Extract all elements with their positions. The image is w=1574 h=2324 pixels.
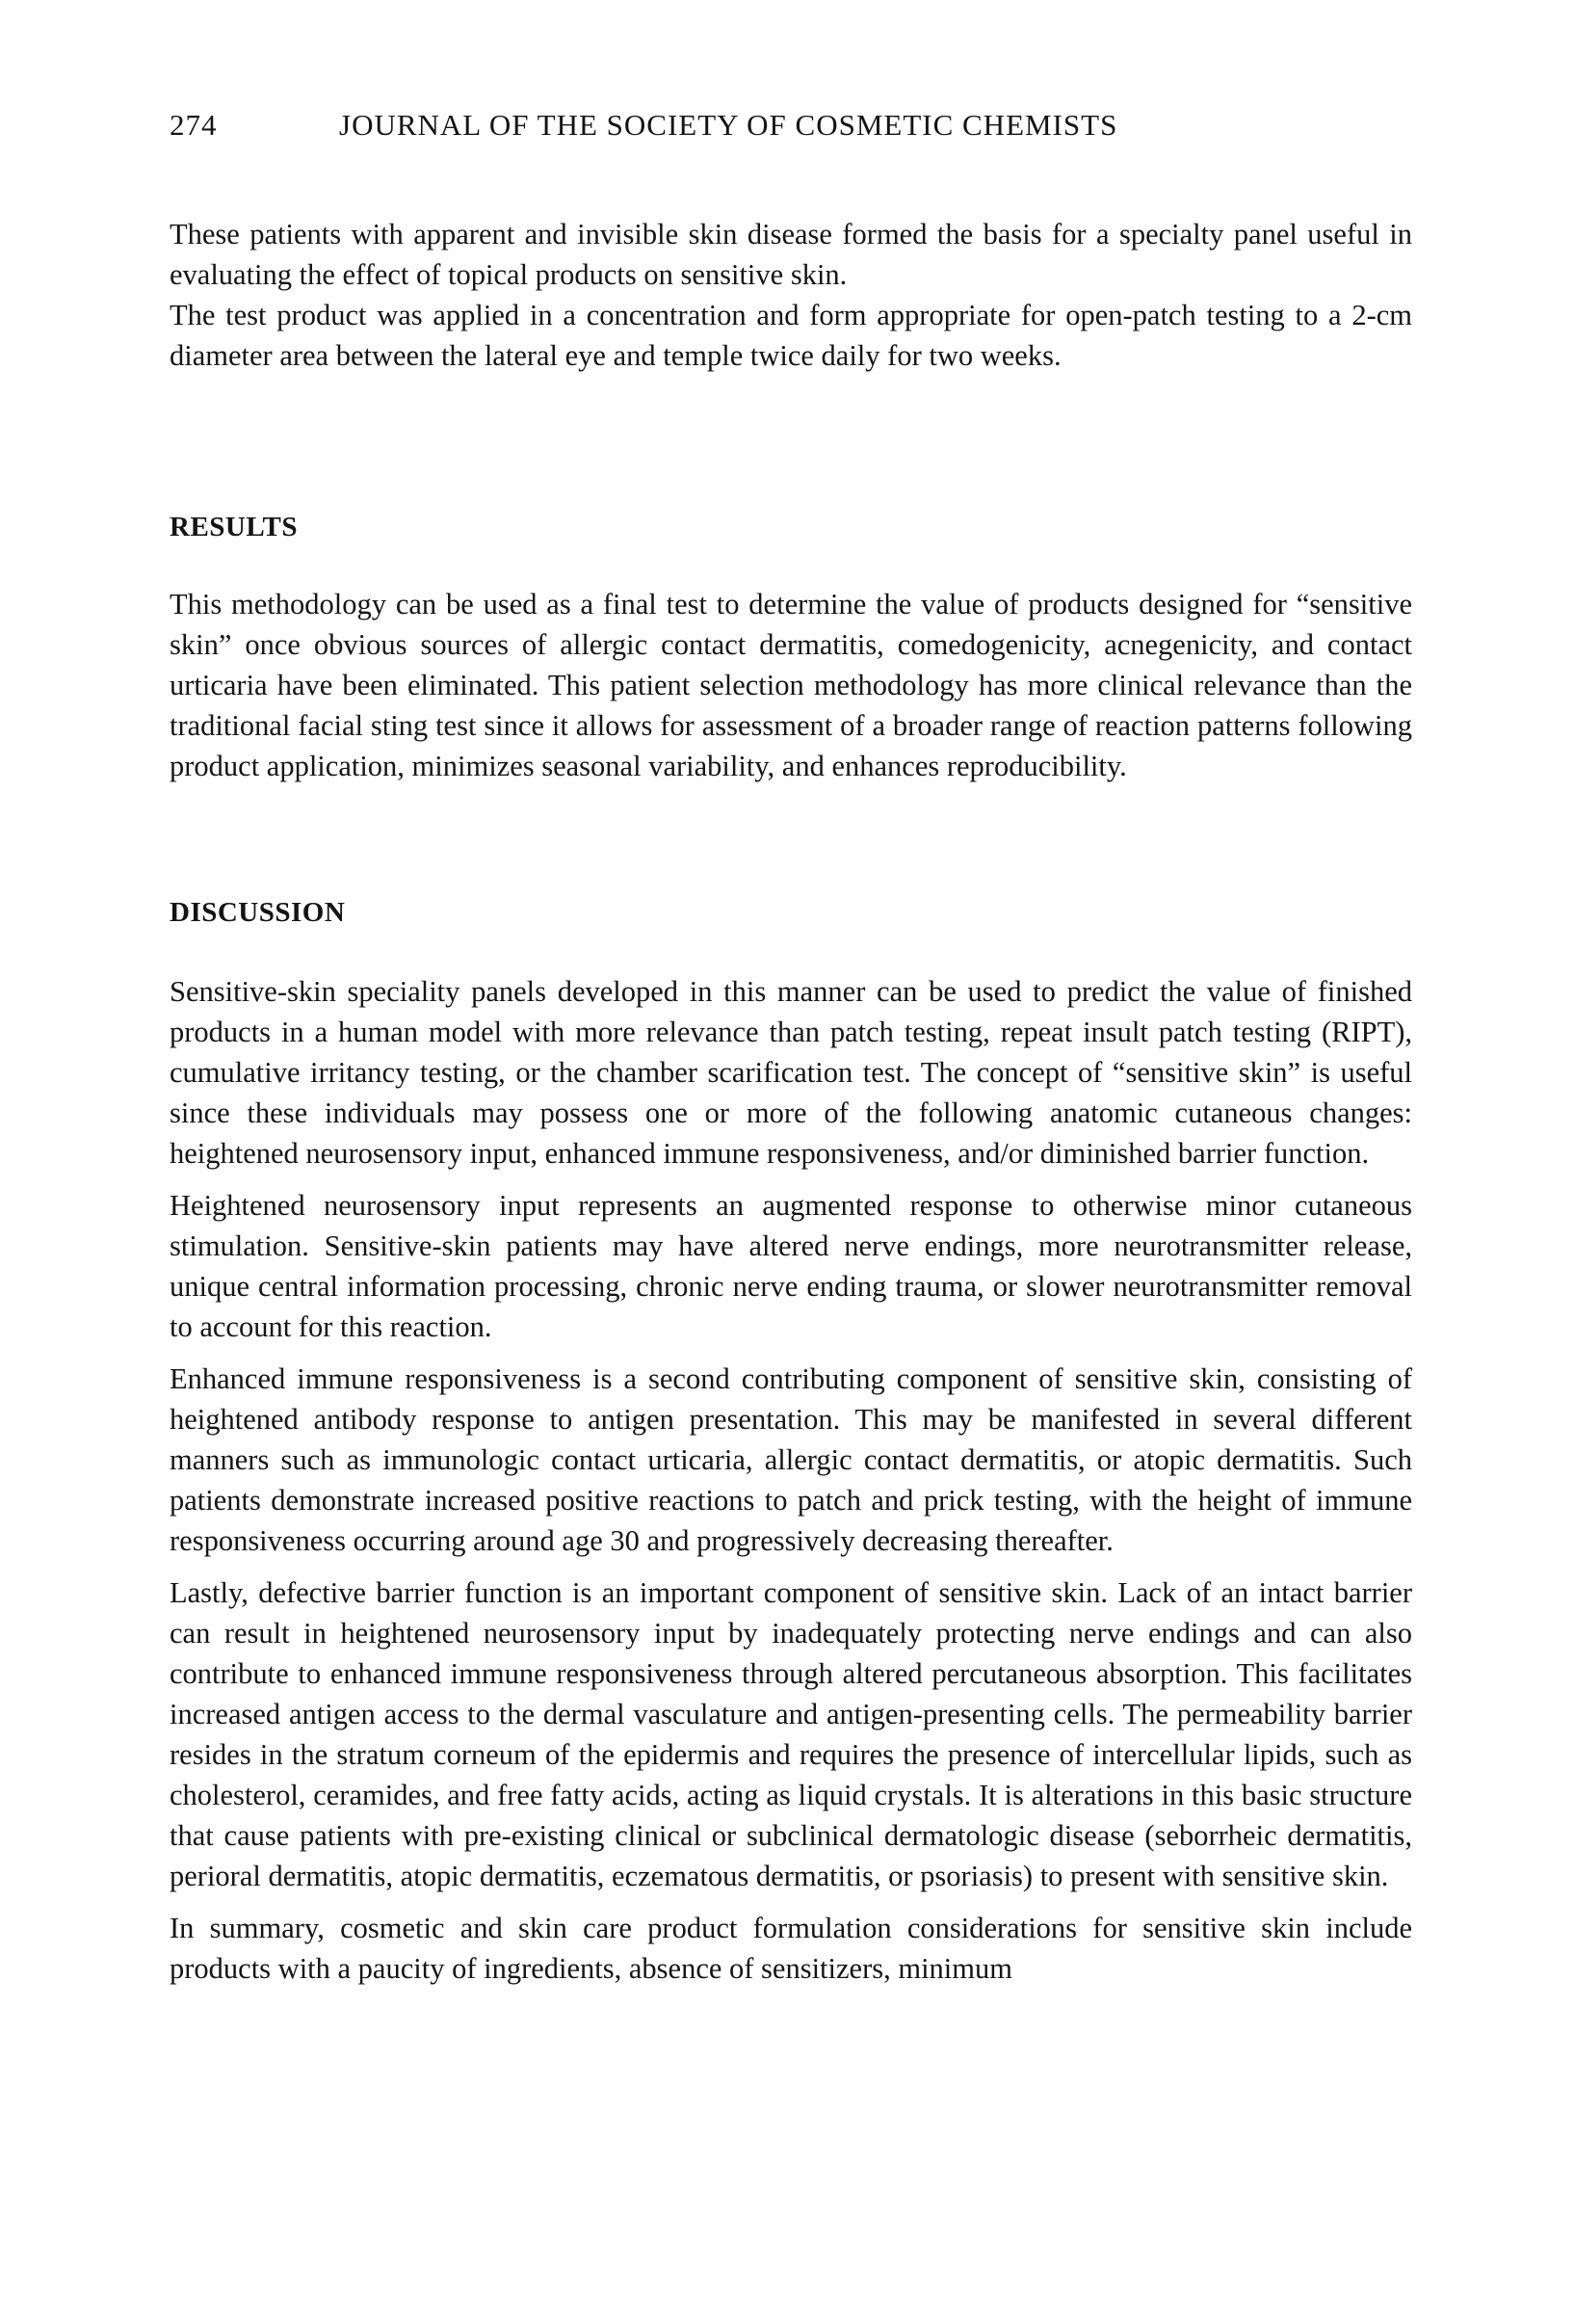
page-number: 274 — [170, 108, 218, 142]
intro-section — [170, 214, 1412, 376]
discussion-section — [170, 892, 1412, 1989]
discussion-paragraph-5: In summary, cosmetic and skin care product formulation considerations for sensitive skin include products with a paucity of ingredients, absence of sensitizers, minimum — [170, 1912, 1412, 1985]
discussion-paragraph-3: Enhanced immune responsiveness is a second contributing component of sensitive skin, consisting of heightened antibody response to antigen presentation. This may be manifested in several different manners such as immunologic contact urticaria, allergic contact dermatitis, or atopic dermatitis. Such patients demonstrate increased positive reactions to patch and prick testing, with the height of immune responsiveness occurring around age 30 and progressively decreasing thereafter. — [170, 1362, 1412, 1557]
journal-title: JOURNAL OF THE SOCIETY OF COSMETIC CHEMISTS — [339, 108, 1118, 142]
intro-paragraph-1: These patients with apparent and invisible skin disease formed the basis for a specialty panel useful in evaluating the effect of topical products on sensitive skin. — [170, 218, 1412, 291]
intro-paragraph-2: The test product was applied in a concentration and form appropriate for open-patch testing to a 2-cm diameter area between the lateral eye and temple twice daily for two weeks. — [170, 299, 1412, 372]
discussion-paragraph-4: Lastly, defective barrier function is an important component of sensitive skin. Lack of an intact barrier can result in heightened neurosensory input by inadequately protecting nerve endings and can also contribute to enhanced immune responsiveness through altered percutaneous absorption. This facilitates increased antigen access to the dermal vasculature and antigen-presenting cells. The permeability barrier resides in the stratum corneum of the epidermis and requires the presence of intercellular lipids, such as cholesterol, ceramides, and free fatty acids, acting as liquid crystals. It is alterations in this basic structure that cause patients with pre-existing clinical or subclinical dermatologic disease (seborrheic dermatitis, perioral dermatitis, atopic dermatitis, eczematous dermatitis, or psoriasis) to present with sensitive skin. — [170, 1576, 1412, 1892]
discussion-heading: DISCUSSION — [170, 897, 346, 928]
results-heading: RESULTS — [170, 512, 299, 542]
results-section — [170, 507, 1412, 786]
results-paragraph-1: This methodology can be used as a final test to determine the value of products designed for “sensitive skin” once obvious sources of allergic contact dermatitis, comedogenicity, acnegenicity, and contact urticaria have been eliminated. This patient selection methodology has more clinical relevance than the traditional facial sting test since it allows for assessment of a broader range of reaction patterns following product application, minimizes seasonal variability, and enhances reproducibility. — [170, 588, 1412, 782]
discussion-paragraph-1: Sensitive-skin speciality panels developed in this manner can be used to predict the value of finished products in a human model with more relevance than patch testing, repeat insult patch testing (RIPT), cumulative irritancy testing, or the chamber scarification test. The concept of “sensitive skin” is useful since these individuals may possess one or more of the following anatomic cutaneous changes: heightened neurosensory input, enhanced immune responsiveness, and/or diminished barrier function. — [170, 975, 1412, 1170]
running-header — [170, 108, 1422, 150]
discussion-paragraph-2: Heightened neurosensory input represents an augmented response to otherwise minor cutaneous stimulation. Sensitive-skin patients may have altered nerve endings, more neurotransmitter release, unique central information processing, chronic nerve ending trauma, or slower neurotransmitter removal to account for this reaction. — [170, 1189, 1412, 1343]
